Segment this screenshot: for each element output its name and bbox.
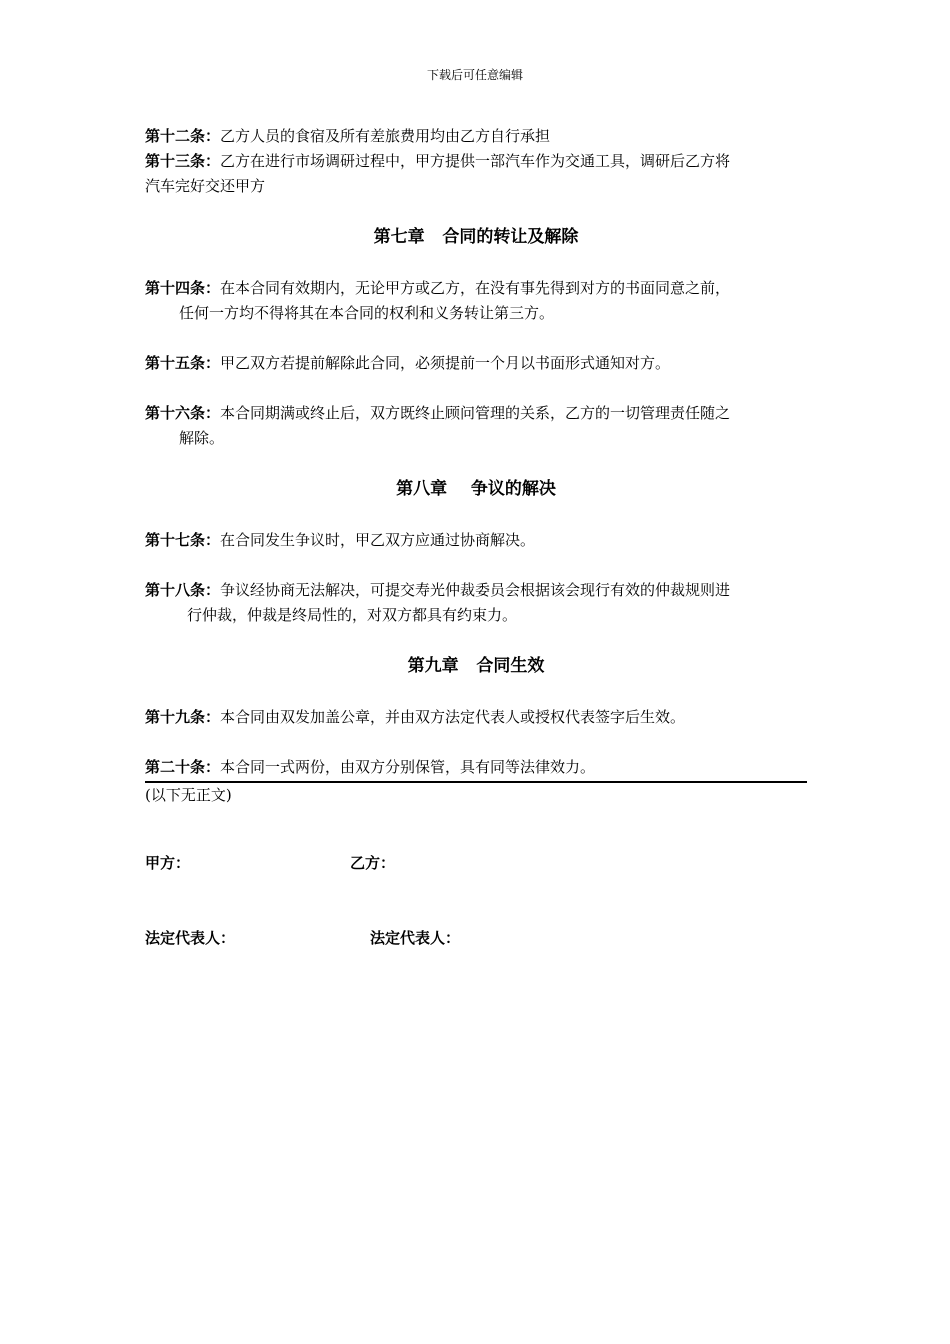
clause-label: 第二十条：: [145, 758, 221, 776]
clause-text-continued: 任何一方均不得将其在本合同的权利和义务转让第三方。: [179, 304, 555, 322]
clause-label: 第十五条：: [145, 354, 221, 372]
clause-text-continued: 汽车完好交还甲方: [145, 177, 266, 195]
clause-16: [145, 401, 807, 451]
clause-text-continued: 解除。: [179, 429, 225, 447]
end-note: (以下无正文): [145, 786, 232, 804]
clause-text: 本合同期满或终止后，双方既终止顾问管理的关系，乙方的一切管理责任随之: [220, 404, 731, 422]
clause-15: [145, 351, 807, 376]
clause-text: 在本合同有效期内，无论甲方或乙方，在没有事先得到对方的书面同意之前，: [220, 279, 731, 297]
party-b-representative-label: 法定代表人：: [370, 929, 461, 947]
page-header: 下载后可任意编辑: [426, 68, 523, 82]
clause-text: 乙方人员的食宿及所有差旅费用均由乙方自行承担: [220, 127, 551, 145]
clause-text-continued: 行仲裁，仲裁是终局性的，对双方都具有约束力。: [187, 606, 518, 624]
party-a-representative-label: 法定代表人：: [145, 929, 236, 947]
clause-13: [145, 149, 807, 199]
clause-14: [145, 276, 807, 326]
chapter-heading-8: 第八章 争议的解决: [396, 479, 556, 499]
clause-text: 争议经协商无法解决，可提交寿光仲裁委员会根据该会现行有效的仲裁规则进: [220, 581, 731, 599]
chapter-heading-7: 第七章 合同的转让及解除: [373, 227, 579, 247]
clause-text: 本合同一式两份，由双方分别保管，具有同等法律效力。: [220, 758, 596, 776]
clause-text: 甲乙双方若提前解除此合同，必须提前一个月以书面形式通知对方。: [220, 354, 671, 372]
chapter-heading-9: 第九章 合同生效: [407, 656, 545, 676]
clause-label: 第十二条：: [145, 127, 221, 145]
clause-text: 本合同由双发加盖公章，并由双方法定代表人或授权代表签字后生效。: [220, 708, 686, 726]
clause-label: 第十七条：: [145, 531, 221, 549]
clause-20: [145, 755, 807, 780]
clause-label: 第十六条：: [145, 404, 221, 422]
clause-18: [145, 578, 807, 628]
clause-label: 第十四条：: [145, 279, 221, 297]
clause-label: 第十八条：: [145, 581, 221, 599]
contract-body: [145, 124, 807, 807]
clause-label: 第十九条：: [145, 708, 221, 726]
clause-17: [145, 528, 807, 553]
clause-12: [145, 124, 807, 149]
clause-19: [145, 705, 807, 730]
party-b-label: 乙方：: [350, 854, 396, 872]
clause-text: 乙方在进行市场调研过程中，甲方提供一部汽车作为交通工具，调研后乙方将: [220, 152, 731, 170]
clause-text: 在合同发生争议时，甲乙双方应通过协商解决。: [220, 531, 536, 549]
party-a-label: 甲方：: [145, 854, 191, 872]
clause-label: 第十三条：: [145, 152, 221, 170]
